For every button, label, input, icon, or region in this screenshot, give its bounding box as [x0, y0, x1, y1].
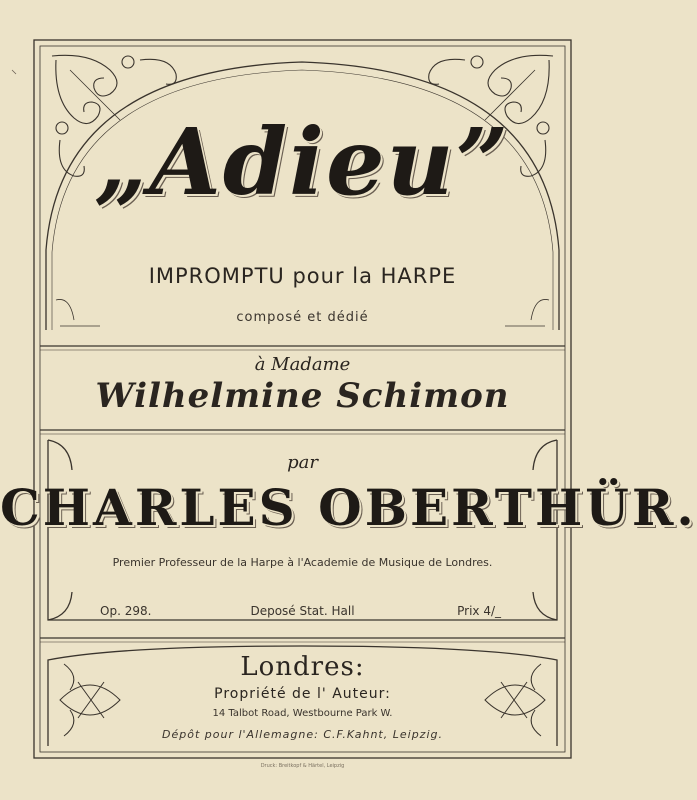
registration-note: Deposé Stat. Hall	[250, 604, 355, 618]
publisher-city: Londres:	[240, 652, 365, 682]
subtitle: IMPROMPTU pour la HARPE	[148, 264, 457, 288]
publisher-depot: Dépôt pour l'Allemagne: C.F.Kahnt, Leipzig.	[162, 728, 443, 741]
dedication-line: composé et dédié	[236, 310, 369, 325]
by-word: par	[287, 452, 318, 473]
composer-name: CHARLES OBERTHÜR.	[0, 478, 697, 537]
composer-title: Premier Professeur de la Harpe à l'Academie de Musique de Londres.	[112, 556, 493, 569]
printer-mark: Druck: Breitkopf & Härtel, Leipzig	[260, 763, 345, 769]
publisher-address: 14 Talbot Road, Westbourne Park W.	[212, 708, 393, 719]
publisher-owner: Propriété de l' Auteur:	[214, 686, 391, 702]
recipient-prefix: à Madame	[254, 354, 351, 375]
opus-number: Op. 298.	[100, 604, 152, 618]
recipient-name: Wilhelmine Schimon	[95, 376, 510, 416]
price: Prix 4/_	[457, 604, 501, 618]
work-title: „Adieu”	[94, 108, 511, 216]
